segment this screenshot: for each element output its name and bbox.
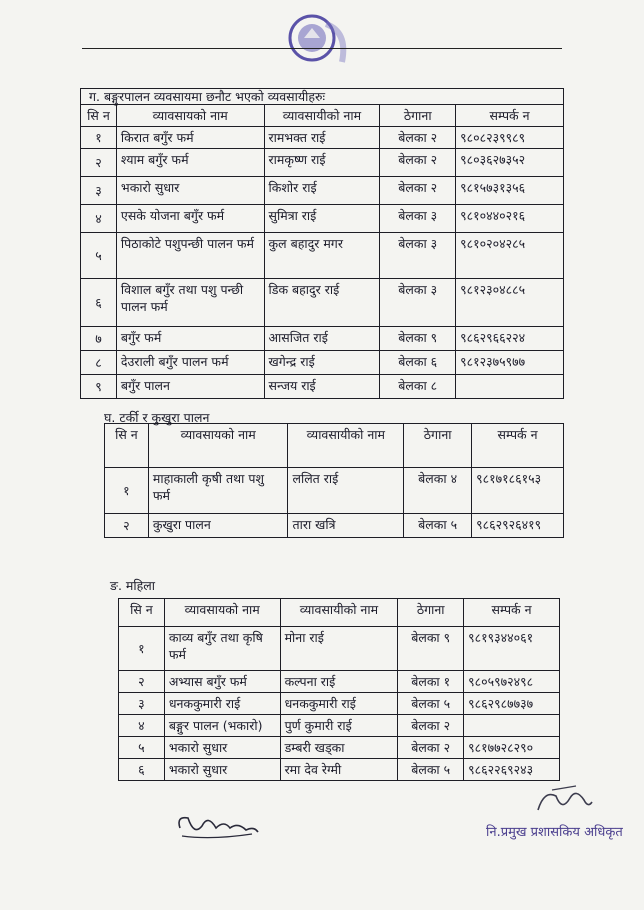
signature-right (532, 782, 596, 820)
table-cell: रामभक्त राई (264, 127, 380, 149)
table-cell: ४ (119, 715, 165, 737)
table-cell: बेलका २ (380, 127, 456, 149)
table-cell: पुर्ण कुमारी राई (280, 715, 398, 737)
table-cell: भकारो सुधार (164, 759, 280, 781)
table-cell: ९८६२९६६२२४ (456, 327, 564, 351)
table-cell: बेलका ३ (380, 279, 456, 327)
table-cell: डम्बरी खड्का (280, 737, 398, 759)
table-cell: बेलका १ (398, 671, 464, 693)
table-cell: ९८०८२३९९८९ (456, 127, 564, 149)
table-cell: ५ (81, 233, 117, 279)
table-cell: ९८६२९२६४१९ (472, 514, 564, 538)
table-cell: रमा देव रेग्मी (280, 759, 398, 781)
table-cell: बेलका ६ (380, 351, 456, 375)
table-cell: भकारो सुधार (116, 177, 264, 205)
table-cell: ९८१७७२८२९० (464, 737, 560, 759)
column-header: व्यावसायको नाम (116, 105, 264, 127)
table-cell: बेलका ३ (380, 205, 456, 233)
municipality-seal (272, 2, 362, 74)
table-cell: ललित राई (288, 468, 404, 514)
table-row (81, 127, 564, 149)
table-cell (464, 715, 560, 737)
table-cell: रामकृष्ण राई (264, 149, 380, 177)
column-header: ठेगाना (404, 424, 472, 468)
table-cell: ३ (119, 693, 165, 715)
signature-left (172, 806, 264, 844)
section-n-table (118, 598, 560, 781)
table-row (105, 468, 564, 514)
table-cell: १ (81, 127, 117, 149)
column-header: सि न (81, 105, 117, 127)
table-cell: बेलका २ (380, 149, 456, 177)
table-row (119, 627, 560, 671)
column-header: व्यावसायीको नाम (288, 424, 404, 468)
column-header: सम्पर्क न (464, 599, 560, 627)
table-cell: बेलका ४ (404, 468, 472, 514)
table-cell: सन्जय राई (264, 375, 380, 399)
column-header: ठेगाना (380, 105, 456, 127)
table-header-row (81, 105, 564, 127)
section-gh-table (104, 423, 564, 538)
section-n-title: ङ. महिला (110, 578, 155, 593)
table-header-row (105, 424, 564, 468)
table-cell: ९८६२९८७७३७ (464, 693, 560, 715)
table-cell: तारा खत्रि (288, 514, 404, 538)
top-rule (82, 48, 562, 49)
table-cell: १ (119, 627, 165, 671)
section-g-table (80, 104, 564, 399)
table-cell: मोना राई (280, 627, 398, 671)
table-cell: ९८१०४४०२१६ (456, 205, 564, 233)
table-row (119, 715, 560, 737)
table-row (81, 205, 564, 233)
table-cell: देउराली बगुँर पालन फर्म (116, 351, 264, 375)
table-cell: श्याम बगुँर फर्म (116, 149, 264, 177)
table-cell: खगेन्द्र राई (264, 351, 380, 375)
column-header: सम्पर्क न (456, 105, 564, 127)
table-cell: ९८०५९७२४९८ (464, 671, 560, 693)
table-cell: धनककुमारी राई (280, 693, 398, 715)
table-cell: ९८१२३०४८८५ (456, 279, 564, 327)
column-header: ठेगाना (398, 599, 464, 627)
column-header: सि न (105, 424, 149, 468)
table-cell: बगुँर पालन (116, 375, 264, 399)
table-cell: सुमित्रा राई (264, 205, 380, 233)
table-cell: बेलका ३ (380, 233, 456, 279)
table-cell: ९८१२३७५९७७ (456, 351, 564, 375)
table-cell: ६ (81, 279, 117, 327)
column-header: व्यावसायको नाम (164, 599, 280, 627)
table-row (119, 693, 560, 715)
table-cell: ९८०३६२७३५२ (456, 149, 564, 177)
table-cell: २ (81, 149, 117, 177)
officer-title: नि.प्रमुख प्रशासकिय अधिकृत (486, 825, 623, 840)
table-cell: ७ (81, 327, 117, 351)
table-cell: बेलका ८ (380, 375, 456, 399)
table-cell: ३ (81, 177, 117, 205)
table-cell: माहाकाली कृषी तथा पशु फर्म (148, 468, 288, 514)
table-cell: बेलका २ (380, 177, 456, 205)
table-cell: कल्पना राई (280, 671, 398, 693)
table-cell: बेलका ९ (380, 327, 456, 351)
table-cell: पिठाकोटे पशुपन्छी पालन फर्म (116, 233, 264, 279)
table-row (119, 759, 560, 781)
table-cell: बेलका ५ (398, 759, 464, 781)
table-cell: भकारो सुधार (164, 737, 280, 759)
column-header: व्यावसायीको नाम (264, 105, 380, 127)
section-g-title: ग. बङ्गुरपालन व्यवसायमा छनौट भएको व्यवसायीहरुः (80, 88, 564, 105)
table-cell: अभ्यास बगुँर फर्म (164, 671, 280, 693)
section-gh-title: घ. टर्की र कुखुरा पालन (104, 410, 210, 425)
column-header: व्यावसायको नाम (148, 424, 288, 468)
table-row (81, 327, 564, 351)
table-cell: बेलका ५ (404, 514, 472, 538)
table-cell: ९ (81, 375, 117, 399)
column-header: सि न (119, 599, 165, 627)
table-cell: बेलका २ (398, 715, 464, 737)
table-cell: २ (105, 514, 149, 538)
table-cell: बगुँर फर्म (116, 327, 264, 351)
table-cell: कुखुरा पालन (148, 514, 288, 538)
table-cell: बङ्गुर पालन (भकारो) (164, 715, 280, 737)
table-cell: बेलका २ (398, 737, 464, 759)
table-row (119, 737, 560, 759)
table-cell: आसजित राई (264, 327, 380, 351)
table-header-row (119, 599, 560, 627)
table-row (81, 279, 564, 327)
table-cell: किशोर राई (264, 177, 380, 205)
column-header: सम्पर्क न (472, 424, 564, 468)
table-cell: ९८१७१८६१५३ (472, 468, 564, 514)
table-cell: बेलका ५ (398, 693, 464, 715)
table-cell: एसके योजना बगुँर फर्म (116, 205, 264, 233)
table-cell: ४ (81, 205, 117, 233)
table-row (81, 177, 564, 205)
table-row (81, 351, 564, 375)
table-cell (456, 375, 564, 399)
table-cell: १ (105, 468, 149, 514)
table-cell: डिक बहादुर राई (264, 279, 380, 327)
table-cell: ५ (119, 737, 165, 759)
table-cell: ९८६२२६९२४३ (464, 759, 560, 781)
table-row (81, 233, 564, 279)
table-cell: ९८१५७३१३५६ (456, 177, 564, 205)
table-cell: २ (119, 671, 165, 693)
table-cell: धनककुमारी राई (164, 693, 280, 715)
table-cell: ६ (119, 759, 165, 781)
table-cell: ९८१०२०४२८५ (456, 233, 564, 279)
table-row (105, 514, 564, 538)
table-cell: किरात बगुँर फर्म (116, 127, 264, 149)
table-row (81, 149, 564, 177)
table-row (119, 671, 560, 693)
table-cell: विशाल बगुँर तथा पशु पन्छी पालन फर्म (116, 279, 264, 327)
column-header: व्यावसायीको नाम (280, 599, 398, 627)
table-cell: ८ (81, 351, 117, 375)
table-cell: काव्य बगुँर तथा कृषि फर्म (164, 627, 280, 671)
table-row (81, 375, 564, 399)
table-cell: कुल बहादुर मगर (264, 233, 380, 279)
table-cell: बेलका ९ (398, 627, 464, 671)
table-cell: ९८१९३४४०६१ (464, 627, 560, 671)
